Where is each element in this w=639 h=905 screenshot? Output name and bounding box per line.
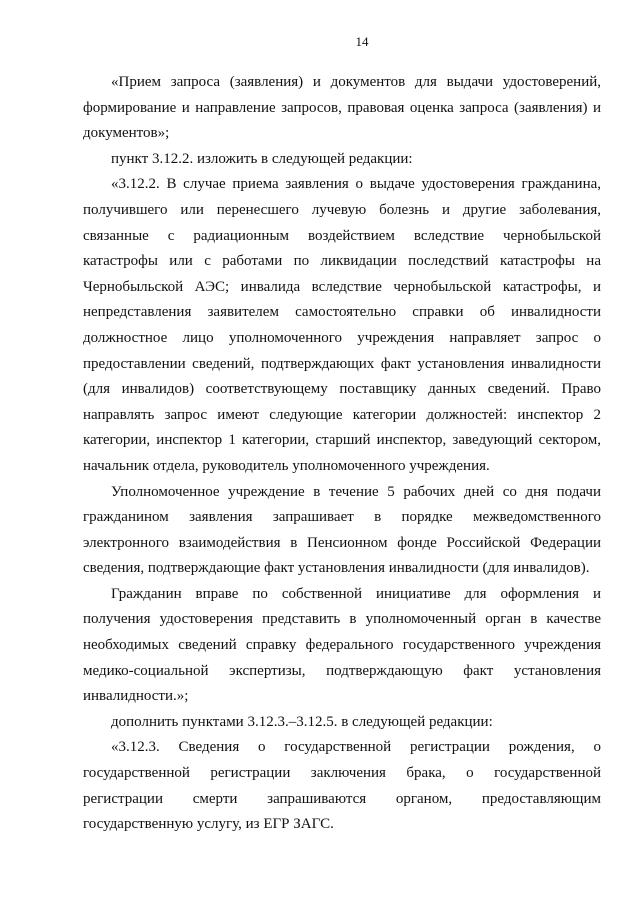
page-number: 14: [355, 34, 369, 49]
paragraph-4: Уполномоченное учреждение в течение 5 рабочих дней со дня подачи гражданином заявления запрашивает в порядке межведомственного электронного взаимодействия в Пенсионном фонде Российской Федерации сведения, подтверждающие факт установления инвалидности (для инвалидов).: [83, 483, 601, 577]
paragraph-6: дополнить пунктами 3.12.3.–3.12.5. в следующей редакции:: [111, 713, 493, 730]
paragraph-5: Гражданин вправе по собственной инициативе для оформления и получения удостоверения представить в уполномоченный орган в качестве необходимых сведений справку федерального государственного учреждения медико-социальной экспертизы, подтверждающую факт установления инвалидности.»;: [83, 585, 601, 705]
paragraph-2: пункт 3.12.2. изложить в следующей редакции:: [111, 150, 413, 167]
paragraph-1: «Прием запроса (заявления) и документов для выдачи удостоверений, формирование и направление запросов, правовая оценка запроса (заявления) и документов»;: [83, 74, 601, 142]
paragraph-3: «3.12.2. В случае приема заявления о выдаче удостоверения гражданина, получившего или перенесшего лучевую болезнь и другие заболевания, связанные с радиационным воздействием вследствие чернобыльской катастрофы или с работами по ликвидации последствий катастрофы на Чернобыльской АЭС; инвалида вследствие чернобыльской катастрофы, и непредставления заявителем самостоятельно справки об инвалидности должностное лицо уполномоченного учреждения направляет запрос о предоставлении сведений, подтверждающих факт установления инвалидности (для инвалидов) соответствующему поставщику данных сведений. Право направлять запрос имеют следующие категории должностей: инспектор 2 категории, инспектор 1 категории, старший инспектор, заведующий сектором, начальник отдела, руководитель уполномоченного учреждения.: [83, 176, 601, 474]
paragraph-7: «3.12.3. Сведения о государственной регистрации рождения, о государственной регистрации заключения брака, о государственной регистрации смерти запрашиваются органом, предоставляющим государственную услугу, из ЕГР ЗАГС.: [83, 739, 601, 833]
